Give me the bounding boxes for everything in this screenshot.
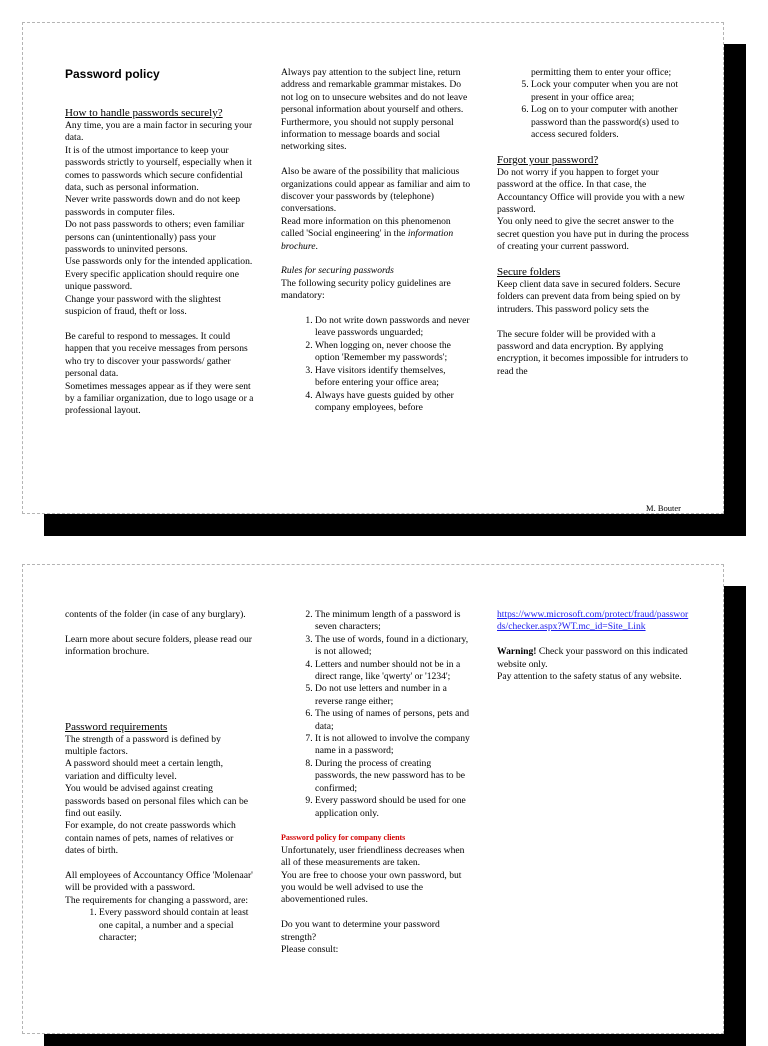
paragraph: Sometimes messages appear as if they were sent by a familiar organization, due to logo usage or a professional layout. — [65, 380, 254, 417]
page2-column-2 — [281, 609, 473, 956]
document-title: Password policy — [65, 67, 160, 81]
paragraph: A password should meet a certain length, variation and difficulty level. — [65, 758, 223, 782]
paragraph — [281, 216, 471, 253]
list-item: 2. When logging on, never choose the option 'Remember my passwords'; — [315, 340, 471, 365]
rules-list — [281, 315, 471, 414]
paragraph: The secure folder will be provided with a password and data encryption. By applying encryption, it becomes impossible for intruders to read the — [497, 328, 689, 377]
rules-list-continued — [497, 79, 689, 141]
brochure-reference: information brochure — [281, 228, 454, 252]
rules-heading: Rules for securing passwords — [281, 265, 394, 277]
document-page-2 — [22, 564, 724, 1034]
paragraph: The following security policy guidelines are mandatory: — [281, 277, 451, 302]
password-checker-link[interactable]: https://www.microsoft.com/protect/fraud/passwords/checker.aspx?WT.mc_id=Site_Link — [497, 609, 689, 633]
list-item: 6. Log on to your computer with another password than the password(s) used to access secured folders. — [531, 104, 689, 141]
section-heading: Secure folders — [497, 266, 561, 279]
clients-policy-heading: Password policy for company clients — [281, 833, 406, 843]
list-item: 5. Lock your computer when you are not present in your office area; — [531, 79, 689, 104]
list-item: 1. Every password should contain at least one capital, a number and a special character; — [99, 907, 255, 944]
paragraph: Furthermore, you should not supply personal information to message boards and social networking sites. — [281, 116, 454, 153]
paragraph: Always pay attention to the subject line, return address and remarkable grammar mistakes. Do not log on to unsecure websites and do not leave personal information about yourself and others. — [281, 67, 468, 116]
author-name: M. Bouter — [646, 503, 681, 513]
page2-column-1 — [65, 609, 255, 945]
text-run: Read more information on this phenomenon called 'Social engineering' in the — [281, 215, 451, 240]
list-item: 3. The use of words, found in a dictionary, is not allowed; — [315, 634, 473, 659]
paragraph: contents of the folder (in case of any burglary). — [65, 609, 246, 620]
list-item: 6. The using of names of persons, pets and data; — [315, 708, 473, 733]
paragraph: Do not worry if you happen to forget your password at the office. In that case, the Accountancy Office will provide you with a new password. — [497, 166, 685, 216]
paragraph: You are free to choose your own password, but you would be well advised to use the abovementioned rules. — [281, 869, 462, 906]
section-heading: Password requirements — [65, 720, 168, 733]
paragraph: Any time, you are a main factor in securing your data. — [65, 120, 253, 144]
paragraph: The requirements for changing a password, are: — [65, 894, 249, 906]
paragraph: Do you want to determine your password strength? — [281, 919, 440, 943]
page2-column-3 — [497, 609, 689, 683]
list-item: 4. Always have guests guided by other company employees, before — [315, 390, 471, 415]
paragraph: Change your password with the slightest suspicion of fraud, theft or loss. — [65, 293, 221, 318]
requirements-list — [65, 907, 255, 944]
list-item: 1. Do not write down passwords and never leave passwords unguarded; — [315, 315, 471, 340]
list-item: 4. Letters and number should not be in a direct range, like 'qwerty' or '1234'; — [315, 659, 473, 684]
paragraph: You would be advised against creating passwords based on personal files which can be find out easily. — [65, 783, 249, 820]
paragraph: For example, do not create passwords which contain names of pets, names of relatives or dates of birth. — [65, 820, 236, 857]
list-item: 9. Every password should be used for one application only. — [315, 795, 473, 820]
page1-column-2 — [281, 67, 471, 414]
paragraph: It is of the utmost importance to keep your passwords strictly to yourself, especially when it comes to passwords which secure confidential data, such as personal information. — [65, 144, 252, 194]
paragraph: Never write passwords down and do not keep passwords in computer files. — [65, 194, 241, 218]
paragraph: The strength of a password is defined by multiple factors. — [65, 733, 221, 758]
document-page-1 — [22, 22, 724, 514]
text-run: Check your password on this indicated website only. — [497, 646, 688, 670]
paragraph: Use passwords only for the intended application. Every specific application should require one unique password. — [65, 256, 253, 293]
paragraph: Please consult: — [281, 943, 339, 955]
section-heading: How to handle passwords securely? — [65, 107, 223, 119]
paragraph: Pay attention to the safety status of any website. — [497, 671, 682, 683]
requirements-list-continued — [281, 609, 473, 820]
page1-column-3 — [497, 67, 689, 378]
paragraph: All employees of Accountancy Office 'Molenaar' will be provided with a password. — [65, 870, 253, 894]
list-item: 8. During the process of creating passwords, the new password has to be confirmed; — [315, 758, 473, 795]
paragraph: You only need to give the secret answer to the secret question you have put in during the process of creating your current password. — [497, 216, 689, 253]
paragraph: Keep client data save in secured folders. Secure folders can prevent data from being spied on by intruders. This password policy sets the — [497, 279, 681, 315]
paragraph: Be careful to respond to messages. It could happen that you receive messages from persons who try to discover your passwords/ gather personal data. — [65, 330, 248, 380]
text-run: . — [315, 240, 318, 252]
list-item: 3. Have visitors identify themselves, before entering your office area; — [315, 365, 471, 390]
paragraph: Also be aware of the possibility that malicious organizations could appear as familiar and aim to discover your passwords by (telephone) conversations. — [281, 166, 471, 215]
section-heading: Forgot your password? — [497, 153, 599, 166]
list-continuation: permitting them to enter your office; — [531, 67, 672, 78]
list-item: 2. The minimum length of a password is seven characters; — [315, 609, 473, 634]
paragraph: Learn more about secure folders, please read our information brochure. — [65, 633, 252, 658]
paragraph: Unfortunately, user friendliness decreases when all of these measurements are taken. — [281, 844, 465, 869]
list-item: 5. Do not use letters and number in a reverse range either; — [315, 683, 473, 708]
page1-column-1 — [65, 67, 255, 418]
warning-label: Warning! — [497, 646, 537, 658]
warning-paragraph — [497, 646, 689, 671]
list-item: 7. It is not allowed to involve the company name in a password; — [315, 733, 473, 758]
paragraph: Do not pass passwords to others; even familiar persons can (unintentionally) pass your passwords to uninvited persons. — [65, 219, 245, 256]
